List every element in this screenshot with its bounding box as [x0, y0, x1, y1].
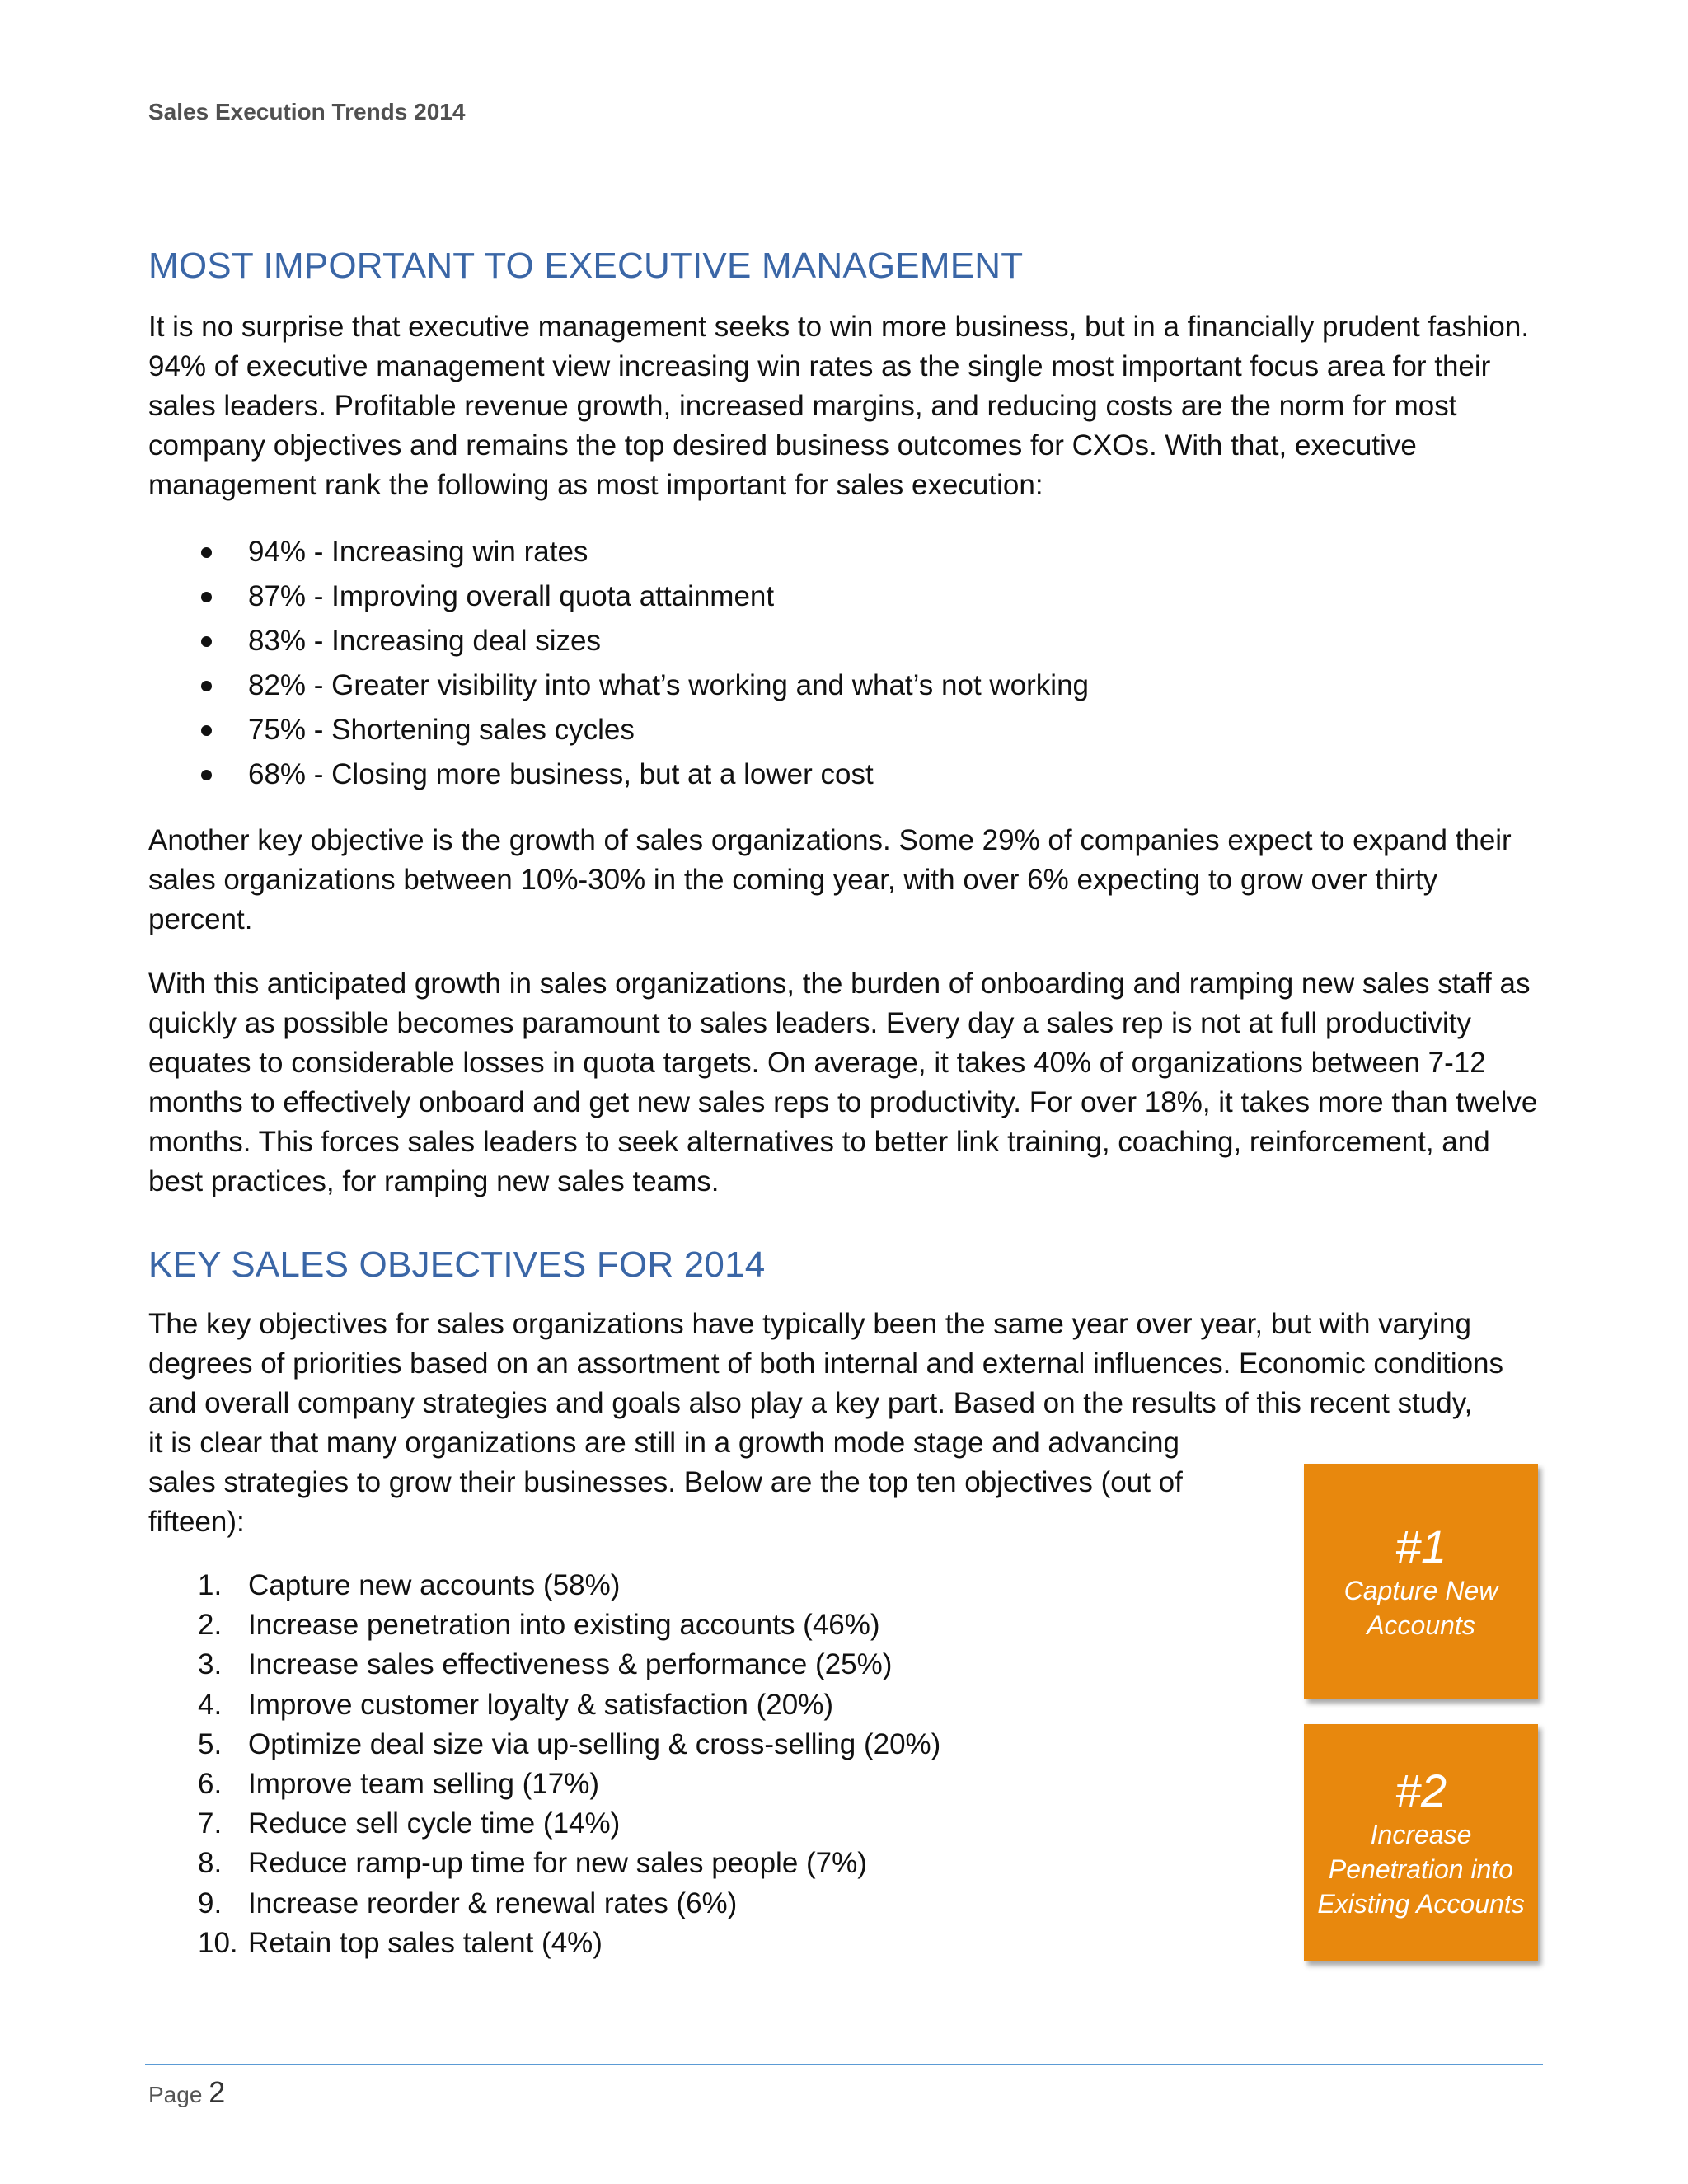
list-item — [148, 1605, 940, 1645]
growth-paragraph: Another key objective is the growth of sales organizations. Some 29% of companies expect to expand their sales organizations between 10%-30% in the coming year, with over 6% expecting to grow over thirty percent. — [148, 824, 1512, 935]
footer-divider — [145, 2064, 1543, 2065]
list-item-text: 83% - Increasing deal sizes — [248, 625, 601, 657]
list-item — [148, 1566, 940, 1605]
list-item-text: Optimize deal size via up-selling & cross-selling (20%) — [248, 1727, 941, 1760]
list-item-number: 4. — [198, 1688, 223, 1721]
page-label: Page — [148, 2082, 203, 2107]
callout-rank-2 — [1304, 1724, 1538, 1961]
callout-text: Capture New Accounts — [1343, 1576, 1498, 1640]
list-item-text: 94% - Increasing win rates — [248, 536, 588, 568]
callout-text: Increase Penetration into Existing Accounts — [1317, 1820, 1525, 1919]
list-item-number: 10. — [198, 1926, 238, 1959]
list-item-number: 8. — [198, 1847, 223, 1880]
list-item-number: 7. — [198, 1807, 223, 1840]
list-item — [148, 1804, 940, 1844]
intro-paragraph: It is no surprise that executive management seeks to win more business, but in a financially prudent fashion. 94% of executive management view increasing win rates as the single most important focus area for their sales leaders. Profitable revenue growth, increased margins, and reducing costs are the norm for most company objectives and remains the top desired business outcomes for CXOs. With that, executive management rank the following as most important for sales execution: — [148, 311, 1530, 501]
list-item-text: Improve team selling (17%) — [248, 1767, 599, 1800]
list-item — [148, 530, 1089, 574]
page-number-value: 2 — [209, 2075, 226, 2109]
callout-rank-label: #2 — [1395, 1765, 1447, 1816]
bullet-icon — [201, 725, 212, 736]
list-item — [148, 574, 1089, 619]
list-item-text: Reduce ramp-up time for new sales people (7%) — [248, 1847, 867, 1880]
list-item-text: Retain top sales talent (4%) — [248, 1926, 603, 1959]
list-item-text: Reduce sell cycle time (14%) — [248, 1807, 621, 1840]
list-item — [148, 708, 1089, 752]
list-item-text: 87% - Improving overall quota attainment — [248, 580, 775, 612]
bullet-icon — [201, 592, 212, 602]
callout-rank-label: #1 — [1395, 1521, 1447, 1572]
objectives-intro-continued: it is clear that many organizations are still in a growth mode stage and advancing sales strategies to grow their businesses. Below are the top ten objectives (out of fifteen): — [148, 1427, 1183, 1538]
onboarding-paragraph: With this anticipated growth in sales organizations, the burden of onboarding and ramping new sales staff as quickly as possible becomes paramount to sales leaders. Every day a sales rep is not at full productivity equates to considerable losses in quota targets. On average, it takes 40% of organizations between 7-12 months to effectively onboard and get new sales reps to productivity. For over 18%, it takes more than twelve months. This forces sales leaders to seek alternatives to better link training, coaching, reinforcement, and best practices, for ramping new sales teams. — [148, 968, 1538, 1197]
section-heading-key-objectives: KEY SALES OBJECTIVES FOR 2014 — [148, 1244, 766, 1285]
list-item — [148, 1725, 940, 1765]
list-item-text: 82% - Greater visibility into what’s working and what’s not working — [248, 669, 1090, 701]
list-item — [148, 1844, 940, 1883]
list-item — [148, 1765, 940, 1804]
list-item-number: 1. — [198, 1569, 223, 1601]
document-running-header: Sales Execution Trends 2014 — [148, 99, 466, 124]
list-item — [148, 1645, 940, 1685]
list-item-number: 6. — [198, 1767, 223, 1800]
executive-priorities-list — [148, 530, 1089, 797]
list-item — [148, 752, 1089, 797]
list-item — [148, 1924, 940, 1963]
list-item-text: 75% - Shortening sales cycles — [248, 714, 635, 746]
bullet-icon — [201, 770, 212, 780]
list-item-text: 68% - Closing more business, but at a lower cost — [248, 758, 874, 790]
list-item-number: 9. — [198, 1886, 223, 1919]
list-item — [148, 1884, 940, 1924]
list-item-number: 5. — [198, 1727, 223, 1760]
bullet-icon — [201, 547, 212, 558]
list-item-text: Increase penetration into existing accounts (46%) — [248, 1609, 880, 1642]
list-item — [148, 663, 1089, 708]
section-heading-executive-management: MOST IMPORTANT TO EXECUTIVE MANAGEMENT — [148, 246, 1024, 286]
bullet-icon — [201, 636, 212, 647]
objectives-intro-paragraph: The key objectives for sales organizations have typically been the same year over year, but with varying degrees of priorities based on an assortment of both internal and external influences. Economic conditions and overall company strategies and goals also play a key part. Based on the results of this recent study, — [148, 1308, 1504, 1419]
page-number — [148, 2075, 225, 2110]
list-item — [148, 619, 1089, 663]
callout-rank-1 — [1304, 1464, 1538, 1699]
list-item-text: Increase sales effectiveness & performance (25%) — [248, 1648, 893, 1681]
list-item-text: Improve customer loyalty & satisfaction (20%) — [248, 1688, 833, 1721]
bullet-icon — [201, 681, 212, 691]
list-item-number: 3. — [198, 1648, 223, 1681]
list-item-number: 2. — [198, 1609, 223, 1642]
list-item-text: Capture new accounts (58%) — [248, 1569, 621, 1601]
top-objectives-list — [148, 1566, 940, 1963]
list-item — [148, 1685, 940, 1725]
list-item-text: Increase reorder & renewal rates (6%) — [248, 1886, 738, 1919]
